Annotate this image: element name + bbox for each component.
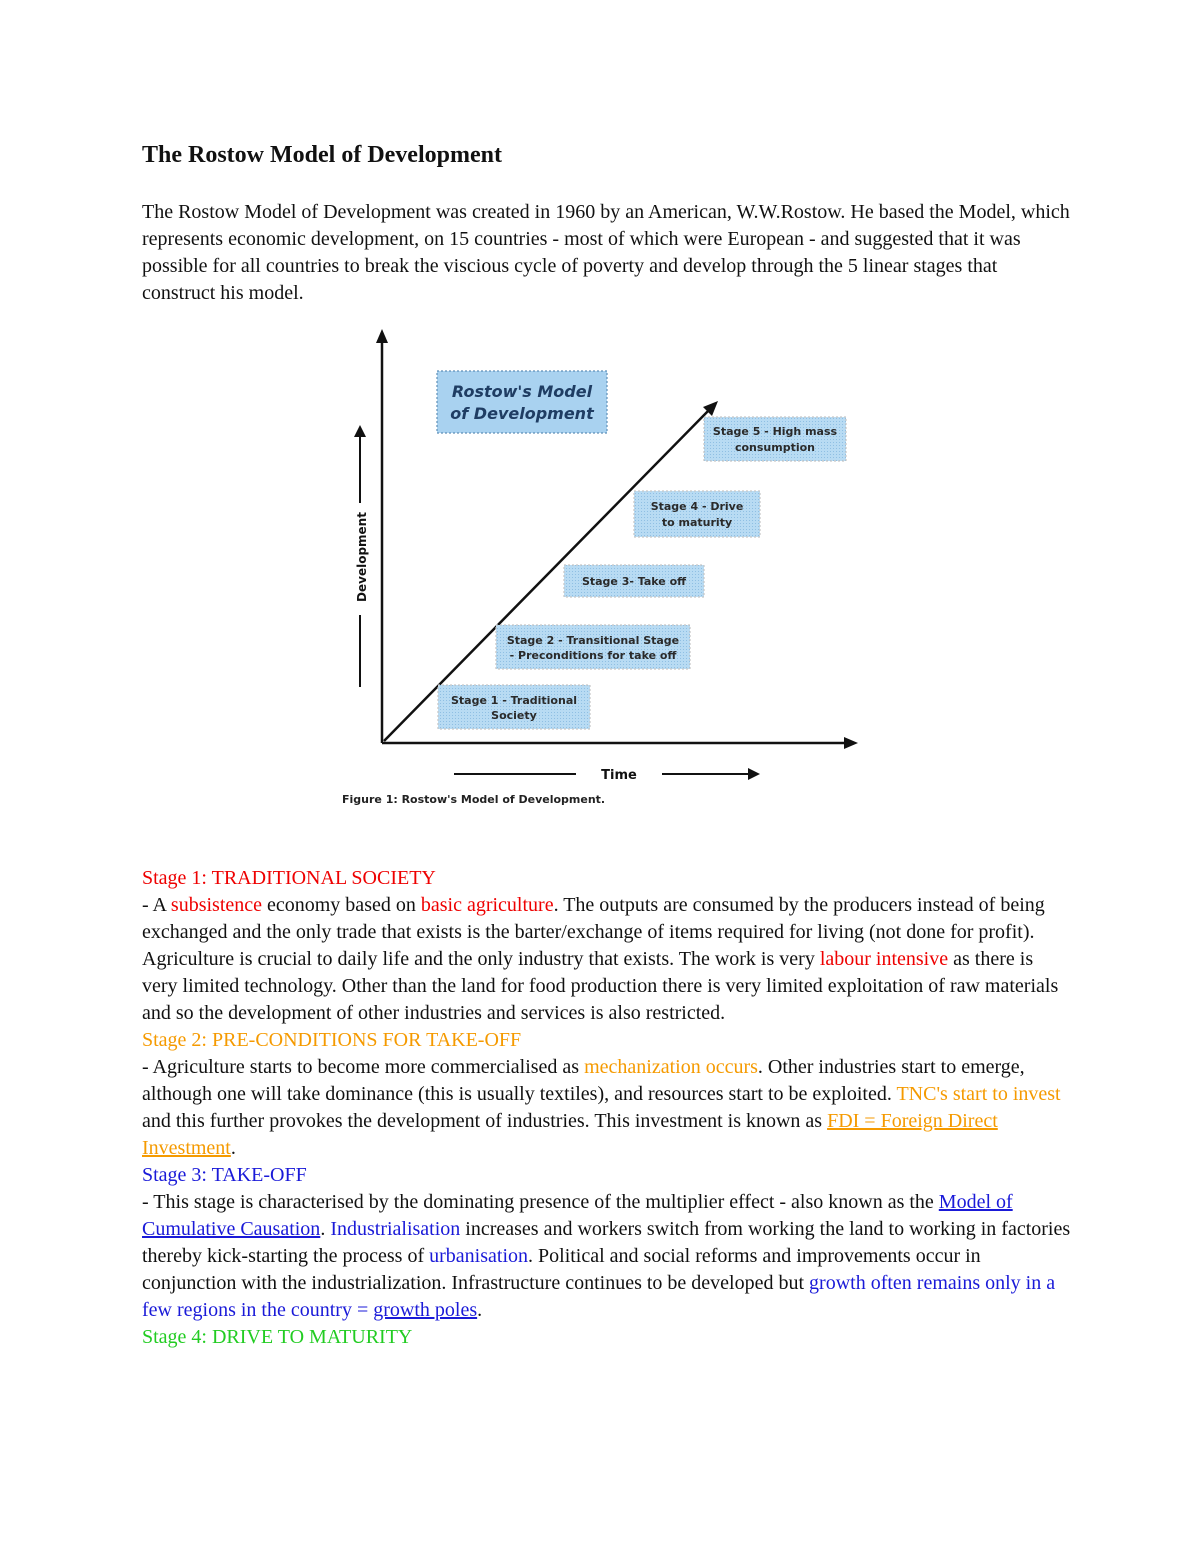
stage-3-link-growth-poles[interactable]: growth poles xyxy=(373,1299,478,1321)
stage-3-highlight-urbanisation: urbanisation xyxy=(429,1245,529,1267)
model-title-line2: of Development xyxy=(450,404,594,423)
stage-box-4 xyxy=(634,491,760,537)
stage-1-text-1: - A xyxy=(142,894,171,916)
stage-1-highlight-labour-intensive: labour intensive xyxy=(819,948,949,970)
time-axis-label-group xyxy=(454,768,760,783)
time-arrowhead xyxy=(748,768,760,780)
stage-3-text-3: increases and workers switch from working the land to working in factories thereby kick-starting the process of xyxy=(142,1218,1071,1267)
stage-2-text-3: and this further provokes the development of industries. This investment is known as xyxy=(142,1110,828,1132)
page-title: The Rostow Model of Development xyxy=(142,142,502,168)
stage-box-1 xyxy=(438,685,590,729)
stage-box-1-line1: Stage 1 - Traditional xyxy=(450,694,578,707)
stage-3-highlight-growth-regions: growth often remains only in a few regions in the country = xyxy=(142,1272,1056,1321)
stage-box-4-line1: Stage 4 - Drive xyxy=(650,500,744,513)
stage-2-highlight-tnc: TNC's start to invest xyxy=(896,1083,1061,1105)
stage-2-text-4: . xyxy=(230,1137,236,1159)
stage-3-link-cumulative-causation[interactable]: Model of Cumulative Causation xyxy=(142,1191,1013,1240)
time-axis-label: Time xyxy=(601,768,637,783)
stage-4-heading: Stage 4: DRIVE TO MATURITY xyxy=(142,1326,413,1348)
stage-box-5-line1: Stage 5 - High mass xyxy=(712,425,838,438)
rostow-figure xyxy=(320,325,880,815)
stages-section xyxy=(142,865,1072,1351)
model-title-line1: Rostow's Model xyxy=(451,382,593,401)
stage-box-2-line1: Stage 2 - Transitional Stage xyxy=(506,634,680,647)
y-axis-arrowhead xyxy=(376,329,388,343)
stage-box-5 xyxy=(704,417,846,461)
stage-1-paragraph xyxy=(142,892,1072,1027)
figure-caption: Figure 1: Rostow's Model of Development. xyxy=(342,793,606,806)
stage-2-paragraph xyxy=(142,1054,1072,1162)
stage-1-heading: Stage 1: TRADITIONAL SOCIETY xyxy=(142,867,436,889)
stage-2-text-1: - Agriculture starts to become more commercialised as xyxy=(142,1056,585,1078)
stage-2-highlight-mechanization: mechanization occurs xyxy=(584,1056,758,1078)
stage-1-text-4: as there is very limited technology. Other than the land for food production there is very limited exploitation of raw materials and so the development of other industries and services is also restricted. xyxy=(142,948,1059,1024)
stage-box-3 xyxy=(564,565,704,597)
stage-box-5-line2: consumption xyxy=(734,441,816,454)
stage-2-text-2: . Other industries start to emerge, although one will take dominance (this is usually textiles), and resources start to be exploited. xyxy=(142,1056,1025,1105)
stage-3-text-5: . xyxy=(477,1299,483,1321)
stage-1-text-2: economy based on xyxy=(262,894,421,916)
model-title-box xyxy=(437,371,607,433)
stage-3-text-4: . Political and social reforms and improvements occur in conjunction with the industrialization. Infrastructure continues to be developed but xyxy=(142,1245,981,1294)
stage-1-highlight-subsistence: subsistence xyxy=(170,894,262,916)
intro-paragraph: The Rostow Model of Development was created in 1960 by an American, W.W.Rostow. He based the Model, which represents economic development, on 15 countries - most of which were European - and suggested that it was possible for all countries to break the viscious cycle of poverty and develop through the 5 linear stages that construct his model. xyxy=(142,201,1070,304)
development-axis-label: Development xyxy=(355,512,369,602)
development-axis-label-group xyxy=(354,425,369,687)
stage-3-heading: Stage 3: TAKE-OFF xyxy=(142,1164,307,1186)
stage-3-paragraph xyxy=(142,1189,1072,1324)
stage-2-heading: Stage 2: PRE-CONDITIONS FOR TAKE-OFF xyxy=(142,1029,522,1051)
stage-box-2-line2: - Preconditions for take off xyxy=(509,649,677,662)
stage-box-1-line2: Society xyxy=(491,709,537,722)
stage-3-highlight-industrialisation: Industrialisation xyxy=(330,1218,461,1240)
stage-box-2 xyxy=(496,625,690,669)
stage-1-text-3: . The outputs are consumed by the producers instead of being exchanged and the only trade that exists is the barter/exchange of items required for living (not done for profit). Agriculture is crucial to daily life and the only industry that exists. The work is very xyxy=(142,894,1045,970)
stage-box-3-line1: Stage 3- Take off xyxy=(581,575,687,588)
x-axis-arrowhead xyxy=(844,737,858,749)
stage-box-4-line2: to maturity xyxy=(661,516,733,529)
stage-2-link-fdi[interactable]: FDI = Foreign Direct Investment xyxy=(142,1110,998,1159)
stage-3-text-2: . xyxy=(320,1218,331,1240)
stage-1-highlight-basic-agriculture: basic agriculture xyxy=(420,894,554,916)
stage-3-text-1: - This stage is characterised by the dominating presence of the multiplier effect - also known as the xyxy=(142,1191,939,1213)
